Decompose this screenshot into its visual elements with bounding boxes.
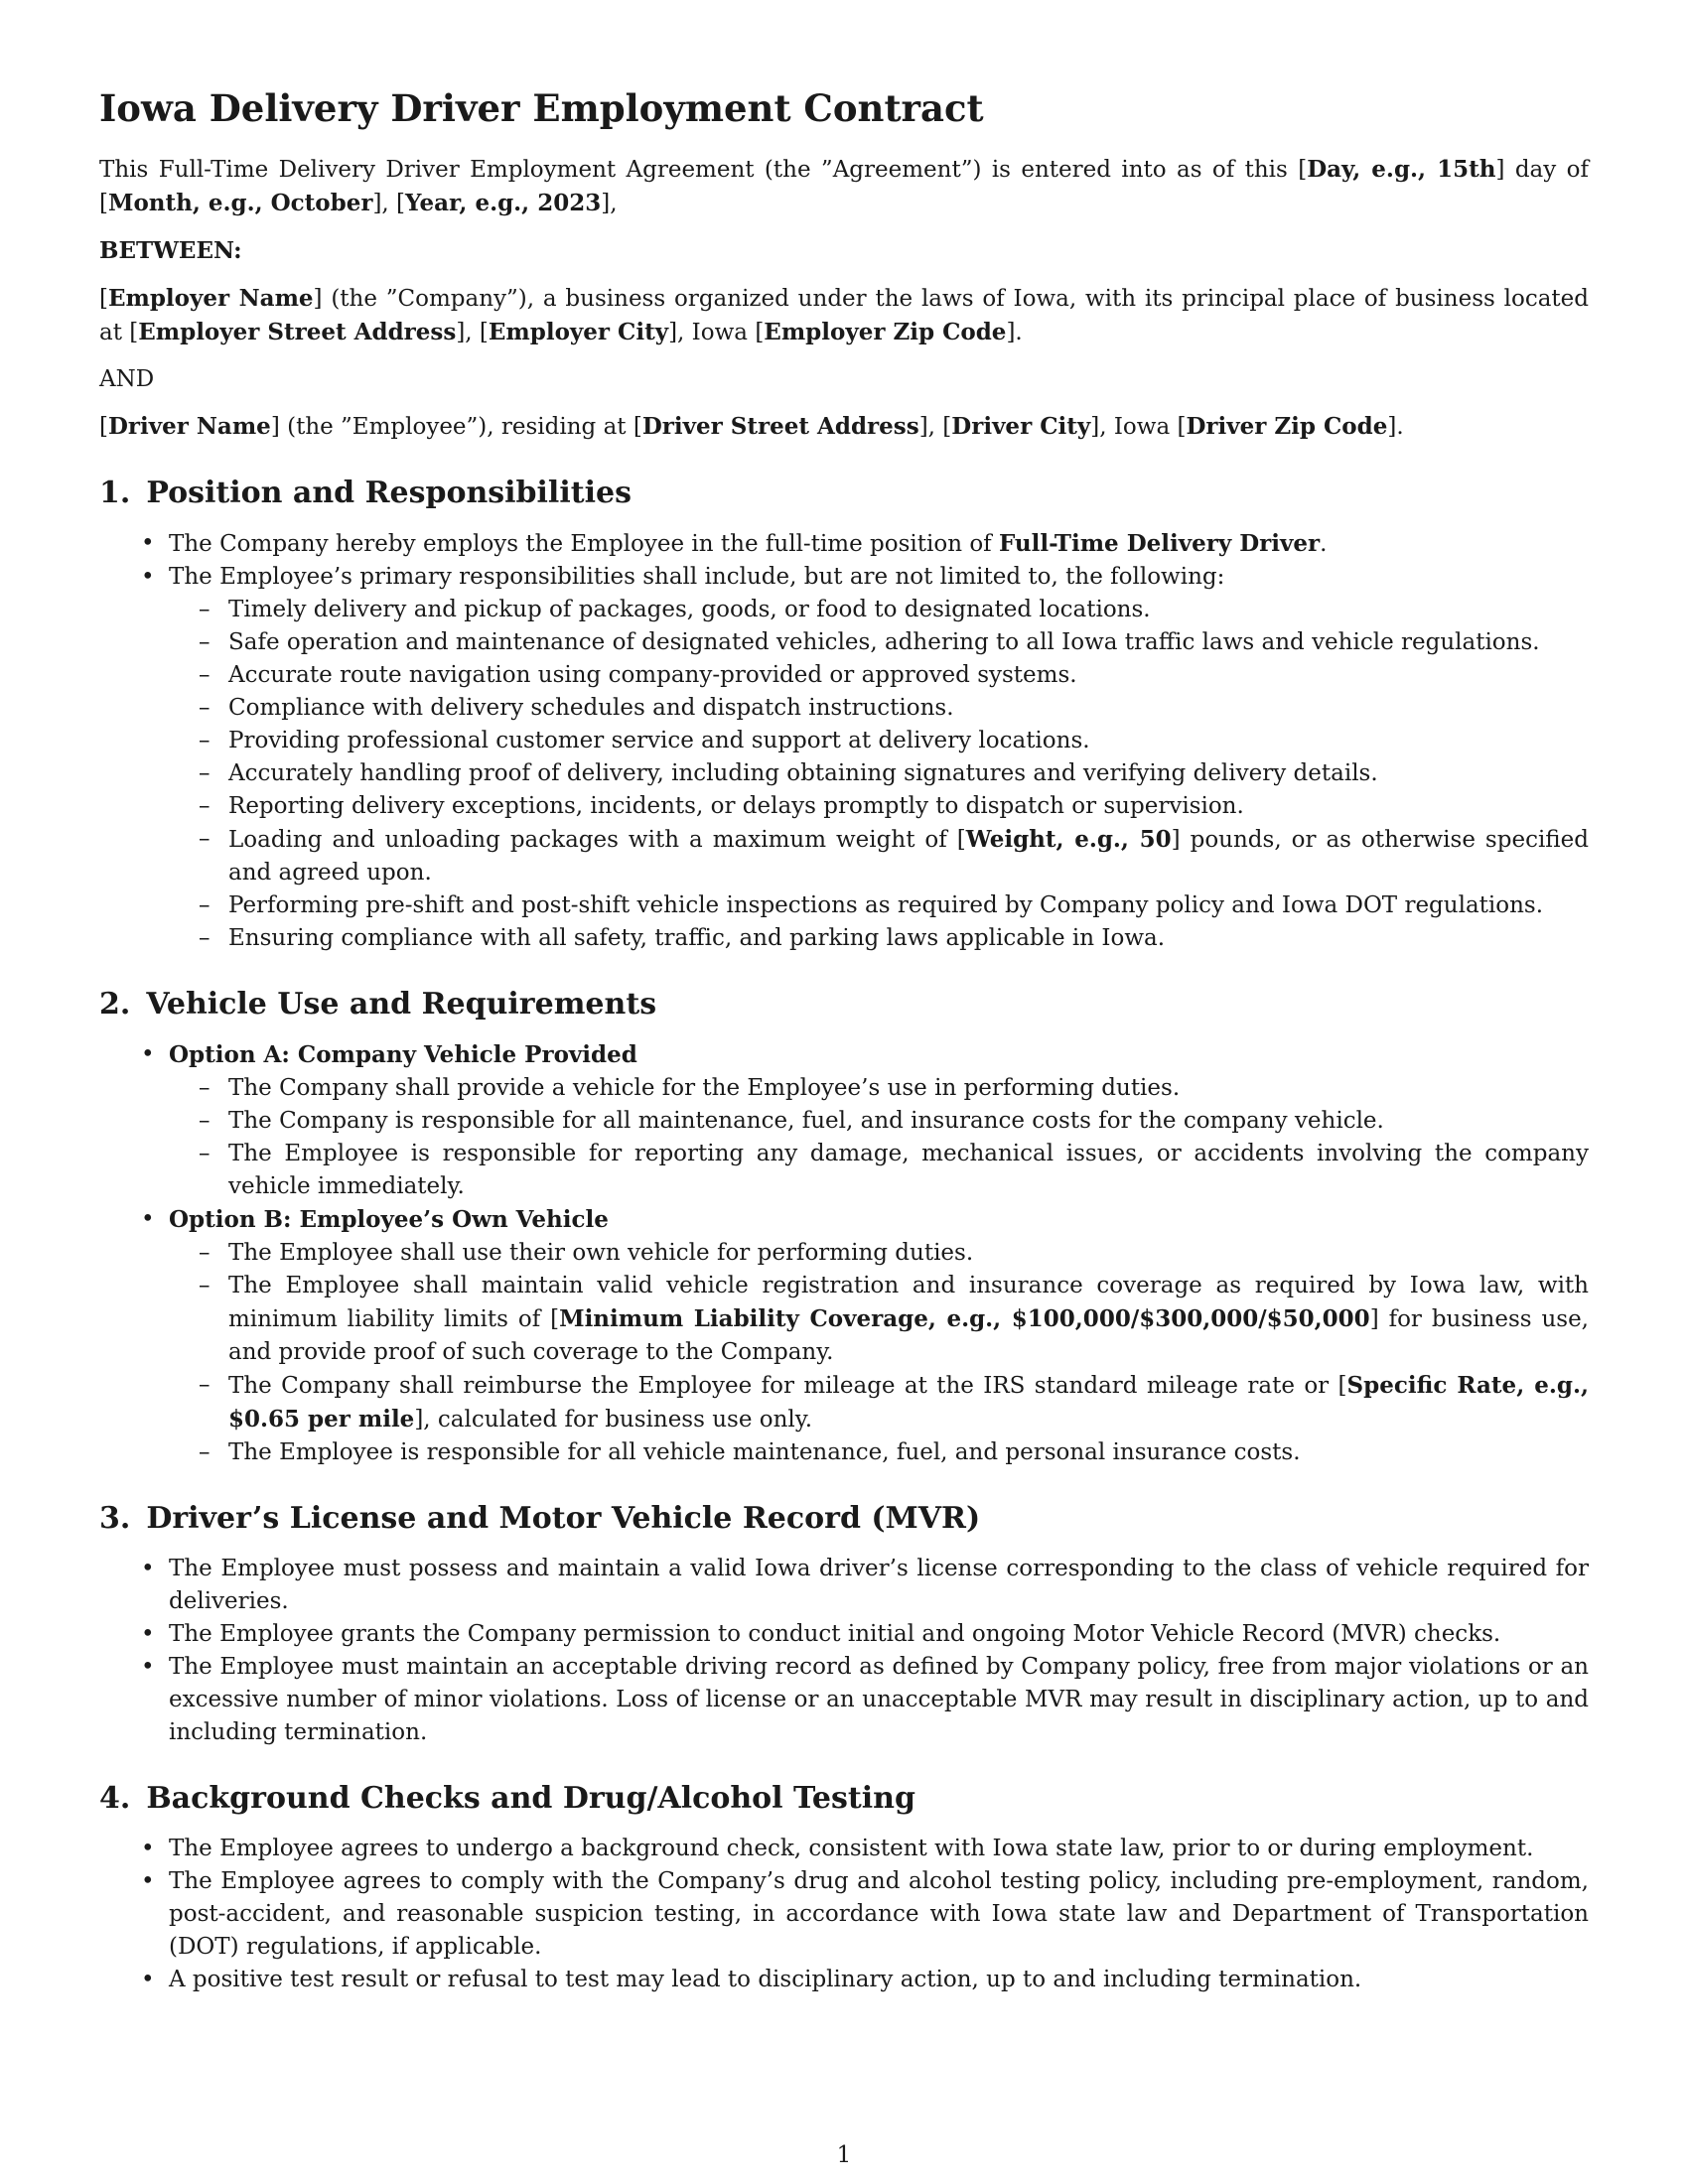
list-text: The Company shall reimburse the Employee for mileage at the IRS standard mileage rate or [ [228, 1373, 1347, 1399]
section-4-list [99, 1833, 1589, 1996]
section-1-list [99, 527, 1589, 955]
option-a-heading: Option A: Company Vehicle Provided [169, 1041, 637, 1068]
sub-list-item: – Timely delivery and pickup of packages, goods, or food to designated locations. [169, 594, 1589, 626]
list-item [99, 1038, 1589, 1203]
section-number: 4. [99, 1781, 131, 1816]
employer-paragraph [99, 282, 1589, 349]
sub-list-item: – Performing pre-shift and post-shift vehicle inspections as required by Company policy and Iowa DOT regulations. [169, 889, 1589, 922]
section-number: 2. [99, 987, 131, 1022]
position-title: Full-Time Delivery Driver [999, 530, 1321, 557]
option-b-heading: Option B: Employee’s Own Vehicle [169, 1206, 609, 1233]
between-text: BETWEEN: [99, 237, 242, 264]
sub-list-item: – Ensuring compliance with all safety, traffic, and parking laws applicable in Iowa. [169, 922, 1589, 955]
employer-text: ] (the ”Company”), a business organized under the laws of Iowa, with its principal place of business located at [ [99, 286, 1589, 345]
between-label [99, 234, 1589, 268]
sub-list-item: – Accurately handling proof of delivery, including obtaining signatures and verifying delivery details. [169, 757, 1589, 790]
section-title: Background Checks and Drug/Alcohol Testing [146, 1781, 915, 1816]
employer-text: ]. [1006, 320, 1023, 345]
section-title: Position and Responsibilities [146, 476, 632, 510]
list-text: ] pounds, or as otherwise specified and agreed upon. [228, 827, 1589, 886]
intro-text: ], [601, 191, 618, 216]
employer-city-placeholder: Employer City [488, 319, 669, 345]
section-heading-3 [99, 1499, 1589, 1539]
list-item: • A positive test result or refusal to test may lead to disciplinary action, up to and including termination. [99, 1964, 1589, 1996]
intro-paragraph [99, 153, 1589, 220]
list-item: • The Employee must maintain an acceptable driving record as defined by Company policy, free from major violations or an excessive number of minor violations. Loss of license or an unacceptable MVR may result in disciplinary action, up to and including termination. [99, 1651, 1589, 1749]
driver-street-placeholder: Driver Street Address [641, 413, 919, 440]
sub-list-item: – The Company shall provide a vehicle for the Employee’s use in performing duties. [169, 1072, 1589, 1105]
year-placeholder: Year, e.g., 2023 [405, 190, 602, 216]
employer-text: [ [99, 286, 108, 312]
driver-text: ] (the ”Employee”), residing at [ [270, 414, 642, 440]
driver-text: [ [99, 414, 108, 440]
weight-placeholder: Weight, e.g., 50 [965, 826, 1172, 853]
document-page [99, 85, 1589, 1996]
sub-list-item: – Safe operation and maintenance of designated vehicles, adhering to all Iowa traffic laws and vehicle regulations. [169, 626, 1589, 659]
intro-text: ], [ [372, 191, 406, 216]
sub-list-item: – Reporting delivery exceptions, incidents, or delays promptly to dispatch or supervision. [169, 790, 1589, 823]
sub-list-item: – The Employee is responsible for all vehicle maintenance, fuel, and personal insurance costs. [169, 1436, 1589, 1469]
employer-street-placeholder: Employer Street Address [138, 319, 457, 345]
list-text: ] for business use, and provide proof of such coverage to the Company. [228, 1306, 1589, 1365]
section-3-list [99, 1553, 1589, 1749]
sub-list-item: – Compliance with delivery schedules and dispatch instructions. [169, 692, 1589, 725]
option-a-list [169, 1072, 1589, 1203]
section-title: Vehicle Use and Requirements [146, 987, 657, 1022]
employer-text: ], [ [456, 320, 489, 345]
liability-placeholder: Minimum Liability Coverage, e.g., $100,000/$300,000/$50,000 [559, 1305, 1370, 1332]
sub-list-item [169, 823, 1589, 889]
option-b-list [169, 1237, 1589, 1469]
intro-text: This Full-Time Delivery Driver Employment Agreement (the ”Agreement”) is entered into as of this [ [99, 157, 1308, 183]
driver-name-placeholder: Driver Name [107, 413, 271, 440]
day-placeholder: Day, e.g., 15th [1307, 156, 1496, 183]
list-item: • The Employee must possess and maintain a valid Iowa driver’s license corresponding to the class of vehicle required for deliveries. [99, 1553, 1589, 1618]
sub-list-item: – Accurate route navigation using company-provided or approved systems. [169, 659, 1589, 692]
employer-zip-placeholder: Employer Zip Code [764, 319, 1007, 345]
employer-text: ], Iowa [ [668, 320, 765, 345]
section-2-list [99, 1038, 1589, 1469]
list-text: . [1320, 531, 1328, 557]
list-item: • The Employee grants the Company permission to conduct initial and ongoing Motor Vehicle Record (MVR) checks. [99, 1618, 1589, 1651]
month-placeholder: Month, e.g., October [107, 190, 373, 216]
section-number: 3. [99, 1501, 131, 1536]
driver-text: ], [ [918, 414, 952, 440]
list-item: • The Employee agrees to undergo a background check, consistent with Iowa state law, prior to or during employment. [99, 1833, 1589, 1865]
document-title: Iowa Delivery Driver Employment Contract [99, 86, 984, 130]
sub-list-item: – The Company is responsible for all maintenance, fuel, and insurance costs for the company vehicle. [169, 1105, 1589, 1138]
list-text: The Company hereby employs the Employee in the full-time position of [169, 531, 999, 557]
driver-text: ], Iowa [ [1090, 414, 1187, 440]
sub-list-item [169, 1270, 1589, 1369]
section-number: 1. [99, 476, 131, 510]
rate-placeholder: Specific Rate, e.g., $0.65 per mile [228, 1372, 1589, 1433]
sub-list-item [169, 1369, 1589, 1436]
driver-paragraph [99, 410, 1589, 444]
list-item [99, 1203, 1589, 1469]
sub-list-item: – The Employee shall use their own vehicle for performing duties. [169, 1237, 1589, 1270]
list-text: ], calculated for business use only. [414, 1407, 813, 1433]
list-text: Loading and unloading packages with a maximum weight of [ [228, 827, 966, 853]
section-heading-2 [99, 985, 1589, 1024]
section-heading-1 [99, 474, 1589, 513]
and-label: AND [99, 366, 155, 392]
sub-list-item: – Providing professional customer service and support at delivery locations. [169, 725, 1589, 757]
list-item [99, 527, 1589, 561]
list-item [99, 561, 1589, 955]
sub-list-item: – The Employee is responsible for reporting any damage, mechanical issues, or accidents involving the company vehicle immediately. [169, 1138, 1589, 1203]
responsibilities-list [169, 594, 1589, 955]
employer-name-placeholder: Employer Name [107, 285, 314, 312]
section-heading-4 [99, 1779, 1589, 1819]
section-title: Driver’s License and Motor Vehicle Record (MVR) [146, 1501, 981, 1536]
driver-text: ]. [1387, 414, 1404, 440]
intro-text: ] day of [ [99, 157, 1589, 216]
list-text: The Employee shall maintain valid vehicle registration and insurance coverage as required by Iowa law, with minimum liability limits of [ [228, 1273, 1589, 1332]
driver-city-placeholder: Driver City [951, 413, 1091, 440]
list-item: • The Employee agrees to comply with the Company’s drug and alcohol testing policy, including pre-employment, random, post-accident, and reasonable suspicion testing, in accordance with Iowa state law and Department of Transportation (DOT) regulations, if applicable. [99, 1865, 1589, 1964]
page-number: 1 [836, 2142, 852, 2168]
driver-zip-placeholder: Driver Zip Code [1186, 413, 1388, 440]
list-text: The Employee’s primary responsibilities shall include, but are not limited to, the following: [169, 564, 1225, 590]
